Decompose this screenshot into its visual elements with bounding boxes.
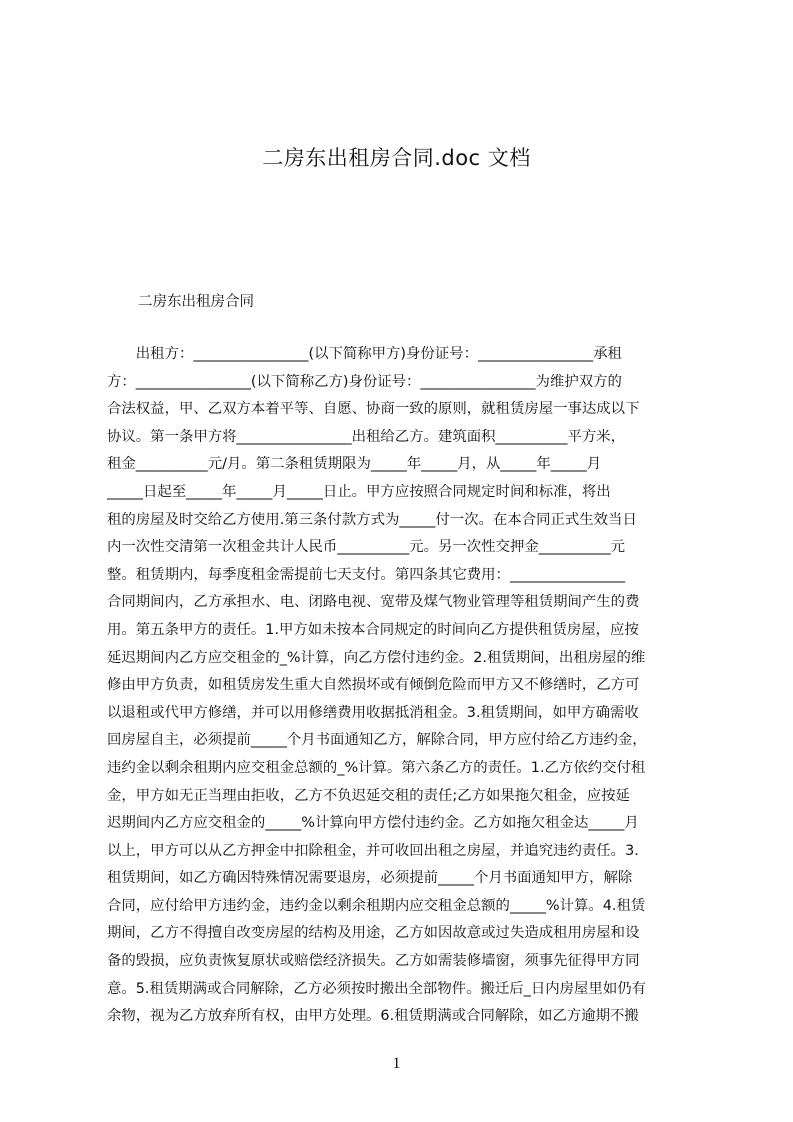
body-line: 余物，视为乙方放弃所有权，由甲方处理。6.租赁期满或合同解除，如乙方逾期不搬 (107, 1008, 639, 1025)
body-line: 修由甲方负责，如租赁房发生重大自然损坏或有倾倒危险而甲方又不修缮时，乙方可 (107, 677, 640, 694)
page-number: 1 (392, 1055, 401, 1072)
body-line: 回房屋自主，必须提前_____个月书面通知乙方，解除合同，甲方应付给乙方违约金， (107, 732, 647, 749)
body-line: 意。5.租赁期满或合同解除，乙方必须按时搬出全部物件。搬迁后_日内房屋里如仍有 (107, 980, 646, 997)
body-line: 整。租赁期内，每季度租金需提前七天支付。第四条其它费用：________________ (107, 566, 626, 583)
body-line: 延迟期间内乙方应交租金的_%计算，向乙方偿付违约金。2.租赁期间，出租房屋的维 (107, 649, 646, 666)
contract-heading: 二房东出租房合同 (138, 294, 254, 310)
body-line: 用。第五条甲方的责任。1.甲方如未按本合同规定的时间向乙方提供租赁房屋，应按 (107, 621, 639, 638)
body-line: 内一次性交清第一次租金共计人民币__________元。另一次性交押金__________元 (107, 539, 626, 556)
body-line: 租金__________元/月。第二条租赁期限为_____年_____月，从_____年_____月 (107, 456, 602, 473)
body-line: 以退租或代甲方修缮，并可以用修缮费用收据抵消租金。3.租赁期间，如甲方确需收 (107, 704, 639, 721)
body-line: 违约金以剩余租期内应交租金总额的_%计算。第六条乙方的责任。1.乙方依约交付租 (107, 759, 646, 776)
body-line: 合同，应付给甲方违约金，违约金以剩余租期内应交租金总额的_____%计算。4.租赁 (107, 897, 646, 914)
document-title: 二房东出租房合同.doc 文档 (262, 146, 531, 170)
body-line: 以上，甲方可以从乙方押金中扣除租金，并可收回出租之房屋，并追究违约责任。3. (107, 842, 639, 859)
body-line: 方：________________(以下简称乙方)身份证号：________________为维护双方的 (107, 373, 622, 390)
body-line: 备的毁损，应负责恢复原状或赔偿经济损失。乙方如需装修墙窗，须事先征得甲方同 (107, 953, 640, 970)
body-line: 迟期间内乙方应交租金的_____%计算向甲方偿付违约金。乙方如拖欠租金达_____月 (107, 815, 639, 832)
body-line: 合法权益，甲、乙双方本着平等、自愿、协商一致的原则，就租赁房屋一事达成以下 (107, 401, 640, 418)
body-line: 合同期间内，乙方承担水、电、闭路电视、宽带及煤气物业管理等租赁期间产生的费 (107, 594, 640, 611)
body-line: _____日起至_____年_____月_____日止。甲方应按照合同规定时间和标准，将出 (107, 483, 611, 500)
body-line: 金，甲方如无正当理由拒收，乙方不负迟延交租的责任;乙方如果拖欠租金，应按延 (107, 787, 630, 804)
body-line: 出租方：________________(以下简称甲方)身份证号：________________承租 (107, 346, 622, 362)
contract-body (107, 341, 697, 1041)
body-line: 协议。第一条甲方将________________出租给乙方。建筑面积__________平方米， (107, 428, 626, 445)
body-line: 租赁期间，如乙方确因特殊情况需要退房，必须提前_____个月书面通知甲方，解除 (107, 870, 633, 887)
body-line: 期间，乙方不得擅自改变房屋的结构及用途，乙方如因故意或过失造成租用房屋和设 (107, 925, 640, 942)
body-line: 租的房屋及时交给乙方使用.第三条付款方式为_____付一次。在本合同正式生效当日 (107, 511, 637, 528)
